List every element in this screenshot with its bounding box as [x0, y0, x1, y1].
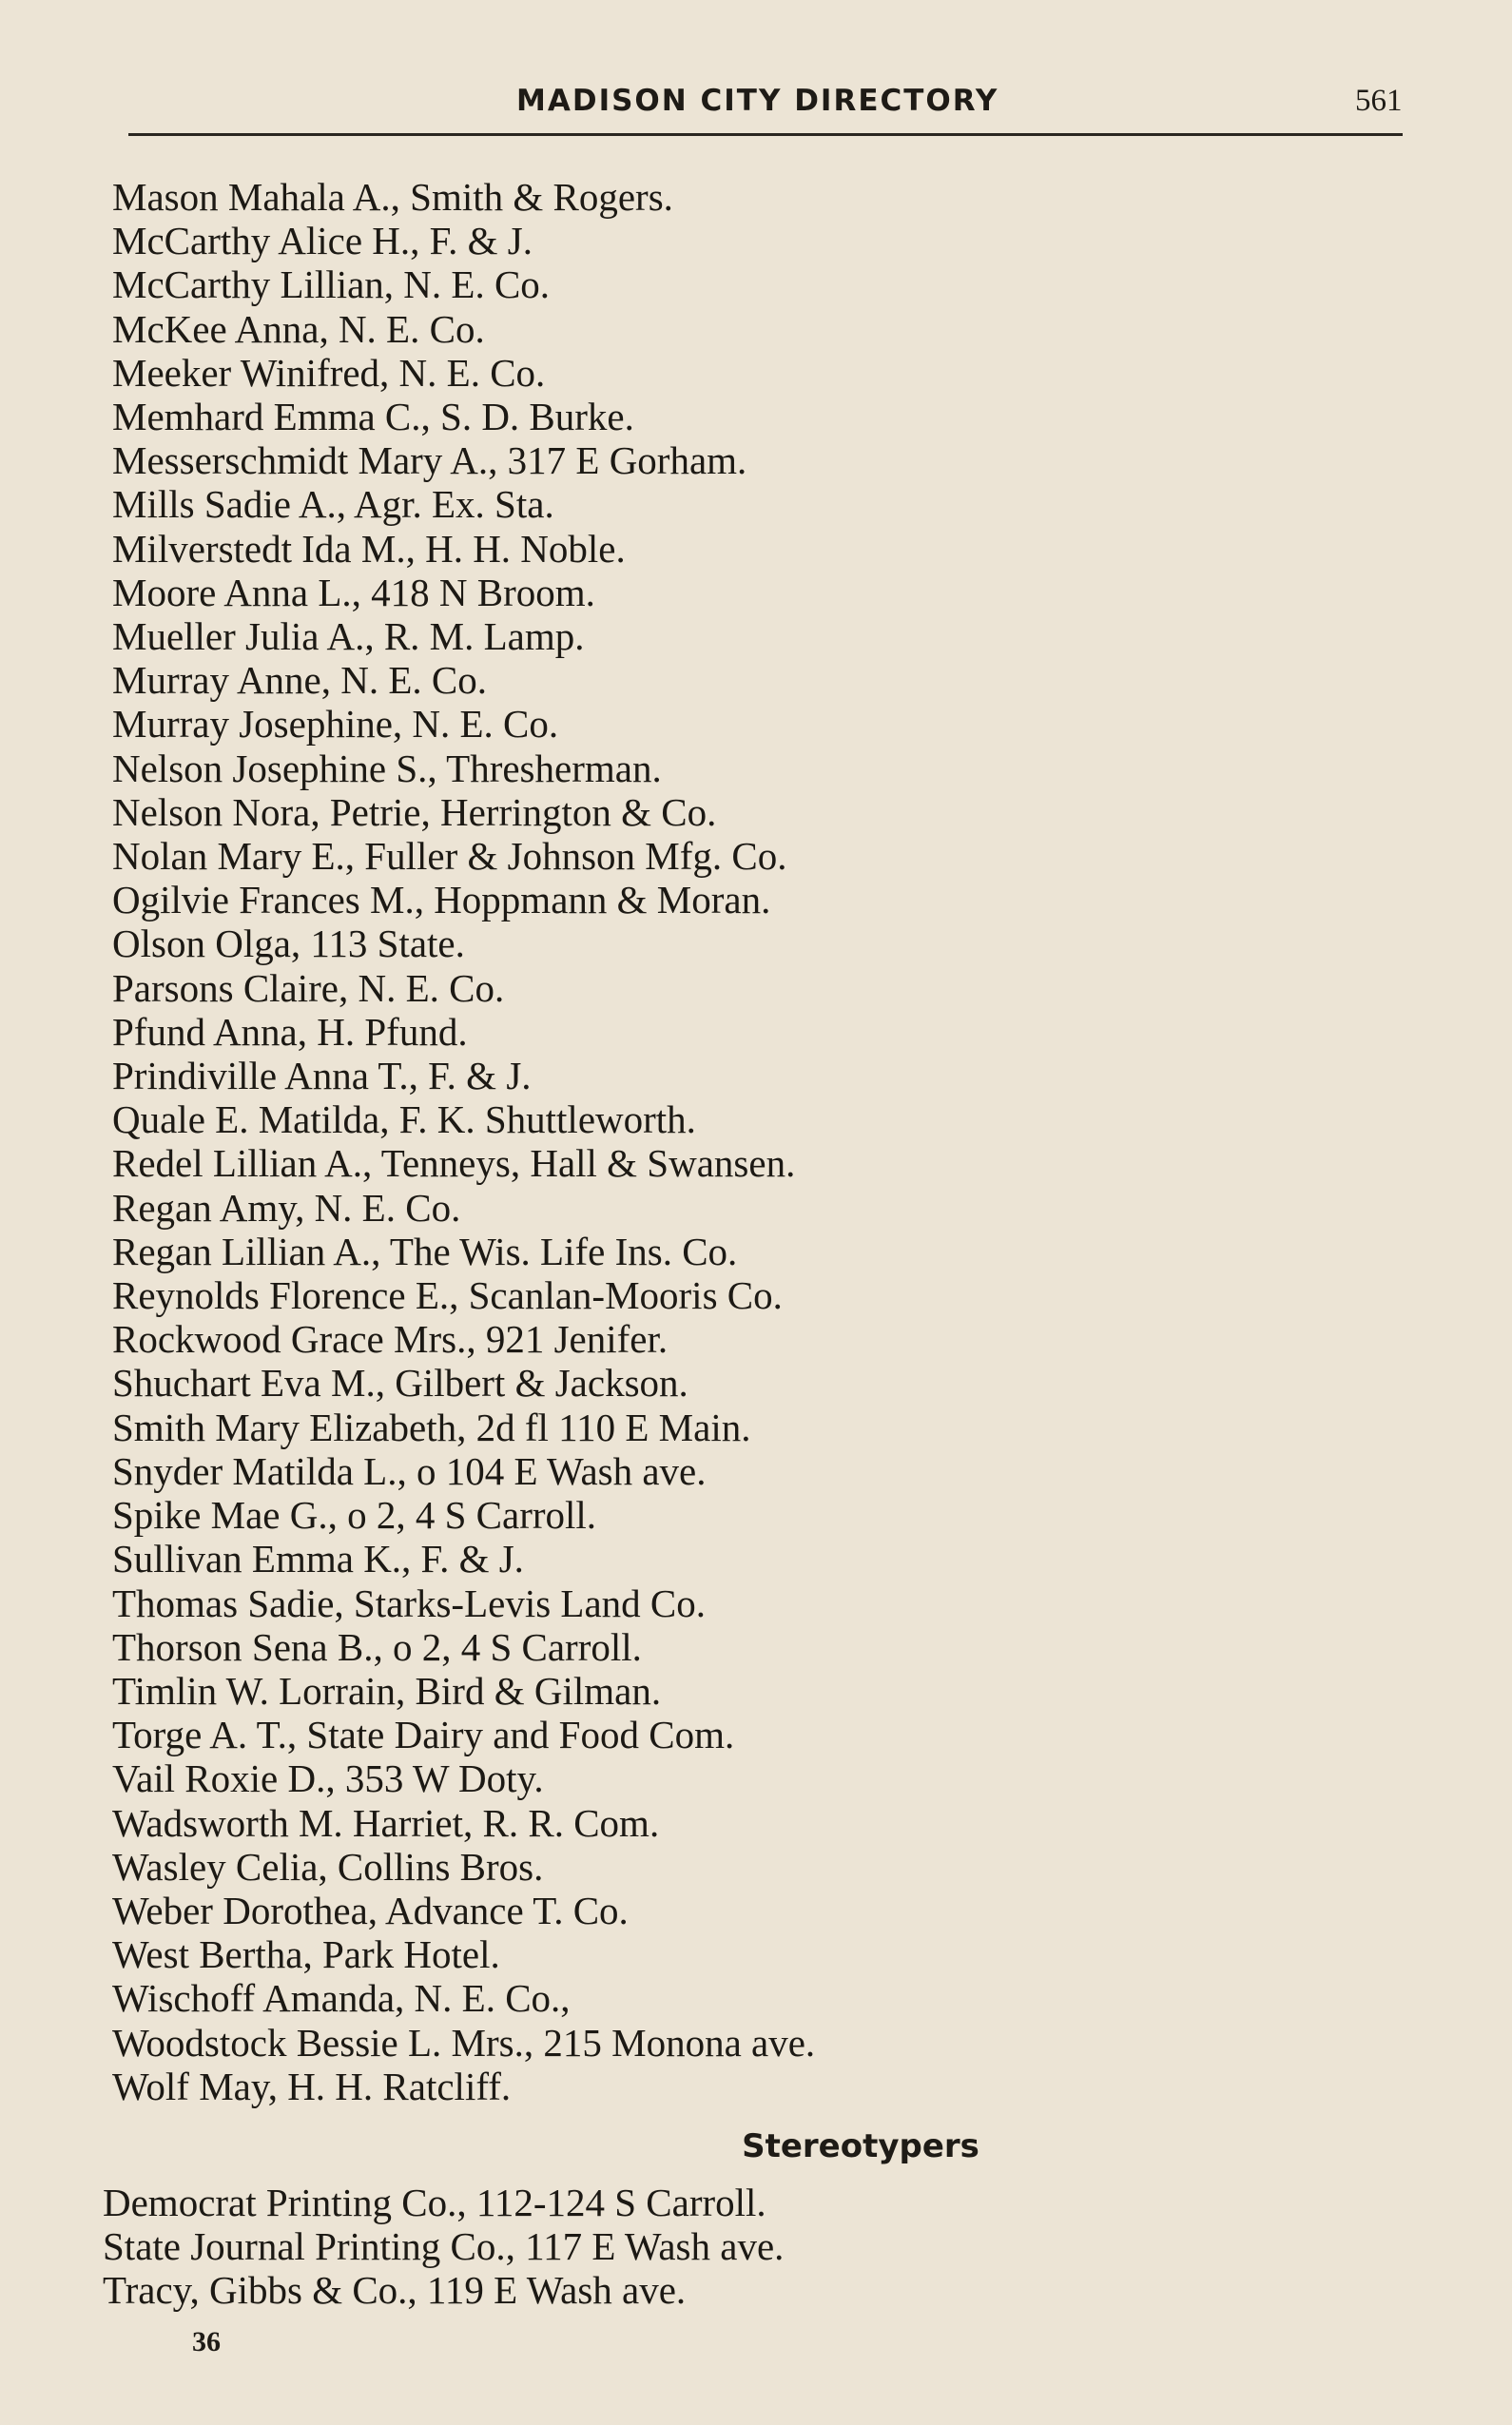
- directory-entry: Mueller Julia A., R. M. Lamp.: [112, 614, 585, 659]
- stereotypers-listing: [103, 2181, 1415, 2313]
- directory-entry: McCarthy Lillian, N. E. Co.: [112, 262, 551, 307]
- directory-entry: Memhard Emma C., S. D. Burke.: [112, 395, 634, 439]
- directory-entry: Moore Anna L., 418 N Broom.: [112, 570, 595, 614]
- directory-entry: Wasley Celia, Collins Bros.: [112, 1844, 544, 1889]
- directory-entry: Ogilvie Frances M., Hoppmann & Moran.: [112, 878, 771, 922]
- directory-entry: Woodstock Bessie L. Mrs., 215 Monona ave.: [112, 2020, 816, 2065]
- directory-entry: Smith Mary Elizabeth, 2d fl 110 E Main.: [112, 1405, 751, 1449]
- directory-entry: Torge A. T., State Dairy and Food Com.: [112, 1713, 735, 1757]
- directory-entry: Parsons Claire, N. E. Co.: [112, 965, 505, 1010]
- directory-entry: Murray Anne, N. E. Co.: [112, 658, 488, 703]
- directory-entry: Spike Mae G., o 2, 4 S Carroll.: [112, 1493, 597, 1538]
- header-rule: [128, 133, 1403, 136]
- directory-entry: Sullivan Emma K., F. & J.: [112, 1537, 524, 1581]
- directory-entry: Nolan Mary E., Fuller & Johnson Mfg. Co.: [112, 834, 787, 879]
- page-number: 561: [1355, 84, 1403, 118]
- signature-mark: 36: [192, 2326, 221, 2357]
- section-heading-stereotypers: Stereotypers: [742, 2127, 979, 2165]
- directory-entry: Vail Roxie D., 353 W Doty.: [112, 1756, 544, 1801]
- directory-entry: Timlin W. Lorrain, Bird & Gilman.: [112, 1668, 662, 1713]
- directory-entry: Prindiville Anna T., F. & J.: [112, 1054, 532, 1098]
- directory-entry: State Journal Printing Co., 117 E Wash ave.: [103, 2224, 785, 2269]
- directory-entry: Democrat Printing Co., 112-124 S Carroll.: [103, 2181, 766, 2224]
- directory-entry: Thomas Sadie, Starks-Levis Land Co.: [112, 1581, 707, 1625]
- directory-entry: Wadsworth M. Harriet, R. R. Com.: [112, 1800, 660, 1845]
- directory-entry: Mills Sadie A., Agr. Ex. Sta.: [112, 482, 554, 527]
- directory-entry: Olson Olga, 113 State.: [112, 922, 465, 966]
- stenographers-listing: [112, 175, 1386, 2108]
- directory-entry: Thorson Sena B., o 2, 4 S Carroll.: [112, 1624, 642, 1669]
- directory-entry: Regan Amy, N. E. Co.: [112, 1185, 461, 1230]
- directory-entry: West Bertha, Park Hotel.: [112, 1932, 500, 1977]
- directory-entry: Rockwood Grace Mrs., 921 Jenifer.: [112, 1317, 669, 1362]
- directory-entry: Messerschmidt Mary A., 317 E Gorham.: [112, 438, 747, 483]
- directory-entry: Redel Lillian A., Tenneys, Hall & Swansen.: [112, 1141, 796, 1186]
- directory-entry: Nelson Josephine S., Thresherman.: [112, 746, 662, 790]
- directory-entry: Regan Lillian A., The Wis. Life Ins. Co.: [112, 1229, 738, 1273]
- running-head: MADISON CITY DIRECTORY: [516, 84, 999, 118]
- directory-entry: McCarthy Alice H., F. & J.: [112, 219, 533, 263]
- directory-entry: Quale E. Matilda, F. K. Shuttleworth.: [112, 1097, 696, 1142]
- directory-entry: Mason Mahala A., Smith & Rogers.: [112, 175, 673, 219]
- directory-entry: Wischoff Amanda, N. E. Co.,: [112, 1976, 571, 2021]
- directory-entry: McKee Anna, N. E. Co.: [112, 306, 485, 351]
- directory-entry: Meeker Winifred, N. E. Co.: [112, 350, 546, 395]
- directory-entry: Milverstedt Ida M., H. H. Noble.: [112, 526, 626, 571]
- directory-entry: Wolf May, H. H. Ratcliff.: [112, 2064, 512, 2108]
- directory-entry: Reynolds Florence E., Scanlan-Mooris Co.: [112, 1273, 783, 1318]
- directory-entry: Snyder Matilda L., o 104 E Wash ave.: [112, 1448, 707, 1493]
- directory-entry: Weber Dorothea, Advance T. Co.: [112, 1888, 629, 1932]
- directory-entry: Pfund Anna, H. Pfund.: [112, 1009, 468, 1054]
- directory-entry: Shuchart Eva M., Gilbert & Jackson.: [112, 1361, 688, 1406]
- directory-entry: Murray Josephine, N. E. Co.: [112, 702, 559, 747]
- directory-entry: Nelson Nora, Petrie, Herrington & Co.: [112, 789, 717, 834]
- directory-entry: Tracy, Gibbs & Co., 119 E Wash ave.: [103, 2268, 687, 2313]
